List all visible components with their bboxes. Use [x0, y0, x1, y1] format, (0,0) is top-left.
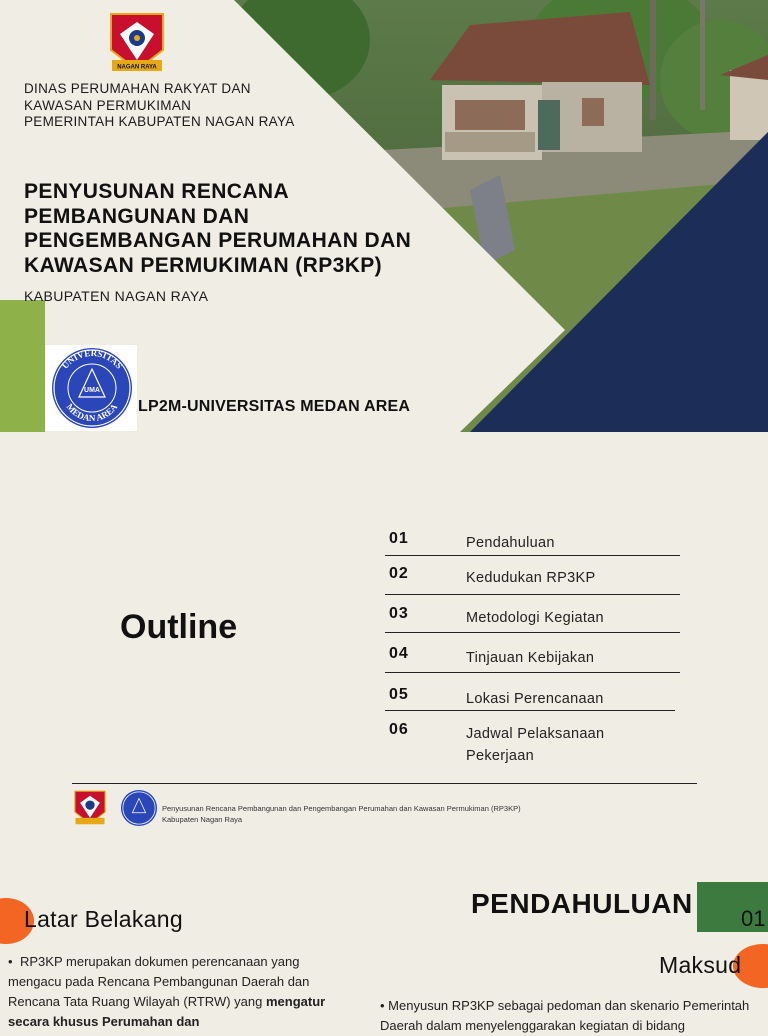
outline-item-number: 06 [389, 721, 409, 738]
outline-item-label: Lokasi Perencanaan [466, 691, 604, 707]
bullet-icon: • [380, 998, 389, 1013]
footer-divider [72, 783, 697, 784]
outline-item-number: 05 [389, 686, 409, 703]
outline-item-number: 03 [389, 605, 409, 622]
outline-item[interactable] [385, 721, 680, 771]
footer-caption: Penyusunan Rencana Pembangunan dan Pengembangan Perumahan dan Kawasan Permukiman (RP3KP) Kabupaten Nagan Raya [162, 804, 521, 824]
outline-item-label: Metodologi Kegiatan [466, 610, 604, 626]
maksud-heading: Maksud [659, 952, 742, 978]
nagan-raya-logo [106, 12, 168, 74]
document-subtitle: KABUPATEN NAGAN RAYA [24, 288, 209, 304]
svg-text:MEDAN AREA: MEDAN AREA [64, 401, 120, 424]
maksud-text: • Menyusun RP3KP sebagai pedoman dan skenario Pemerintah Daerah dalam menyelenggarakan kegiatan di bidang [380, 998, 750, 1033]
bullet-icon: • [8, 954, 13, 969]
latar-belakang-heading: Latar Belakang [24, 906, 183, 932]
outline-separator [385, 594, 680, 595]
nagan-raya-logo-small [72, 790, 108, 826]
svg-text:UNIVERSITAS: UNIVERSITAS [59, 347, 125, 371]
outline-item-number: 04 [389, 645, 409, 662]
outline-item[interactable] [385, 565, 680, 603]
uma-logo-small [120, 789, 158, 827]
svg-text:NAGAN RAYA: NAGAN RAYA [117, 64, 157, 71]
document-title: PENYUSUNAN RENCANA PEMBANGUNAN DAN PENGEMBANGAN PERUMAHAN DAN KAWASAN PERMUKIMAN (RP3KP) [24, 180, 412, 277]
outline-item-label: Tinjauan Kebijakan [466, 650, 595, 666]
outline-item[interactable] [385, 645, 680, 683]
outline-item-label: Kedudukan RP3KP [466, 570, 596, 586]
outline-separator [385, 555, 680, 556]
section-title: PENDAHULUAN [471, 888, 693, 919]
outline-item-label: Pendahuluan [466, 535, 555, 551]
latar-belakang-text: • RP3KP merupakan dokumen perencanaan yang mengacu pada Rencana Pembangunan Daerah dan Rencana Tata Ruang Wilayah (RTRW) yang mengatur secara khusus Perumahan dan [8, 954, 326, 1029]
outline-item[interactable] [385, 686, 680, 724]
outline-separator [385, 632, 680, 633]
section-number: 01 [741, 906, 766, 931]
cover-slide [0, 0, 768, 432]
universitas-medan-area-logo [45, 345, 137, 431]
uma-logo-frame [45, 345, 137, 431]
institution-name: LP2M-UNIVERSITAS MEDAN AREA [138, 398, 411, 415]
outline-item[interactable] [385, 530, 680, 568]
outline-item-number: 01 [389, 530, 409, 547]
outline-item-number: 02 [389, 565, 409, 582]
outline-item-label: Jadwal Pelaksanaan Pekerjaan [466, 726, 605, 764]
svg-text:UMA: UMA [84, 387, 100, 394]
outline-separator [385, 710, 675, 711]
outline-item[interactable] [385, 605, 680, 643]
cover-green-accent [0, 300, 45, 432]
outline-heading: Outline [120, 608, 238, 646]
outline-separator [385, 672, 680, 673]
agency-name: DINAS PERUMAHAN RAKYAT DAN KAWASAN PERMUKIMAN PEMERINTAH KABUPATEN NAGAN RAYA [24, 81, 295, 129]
